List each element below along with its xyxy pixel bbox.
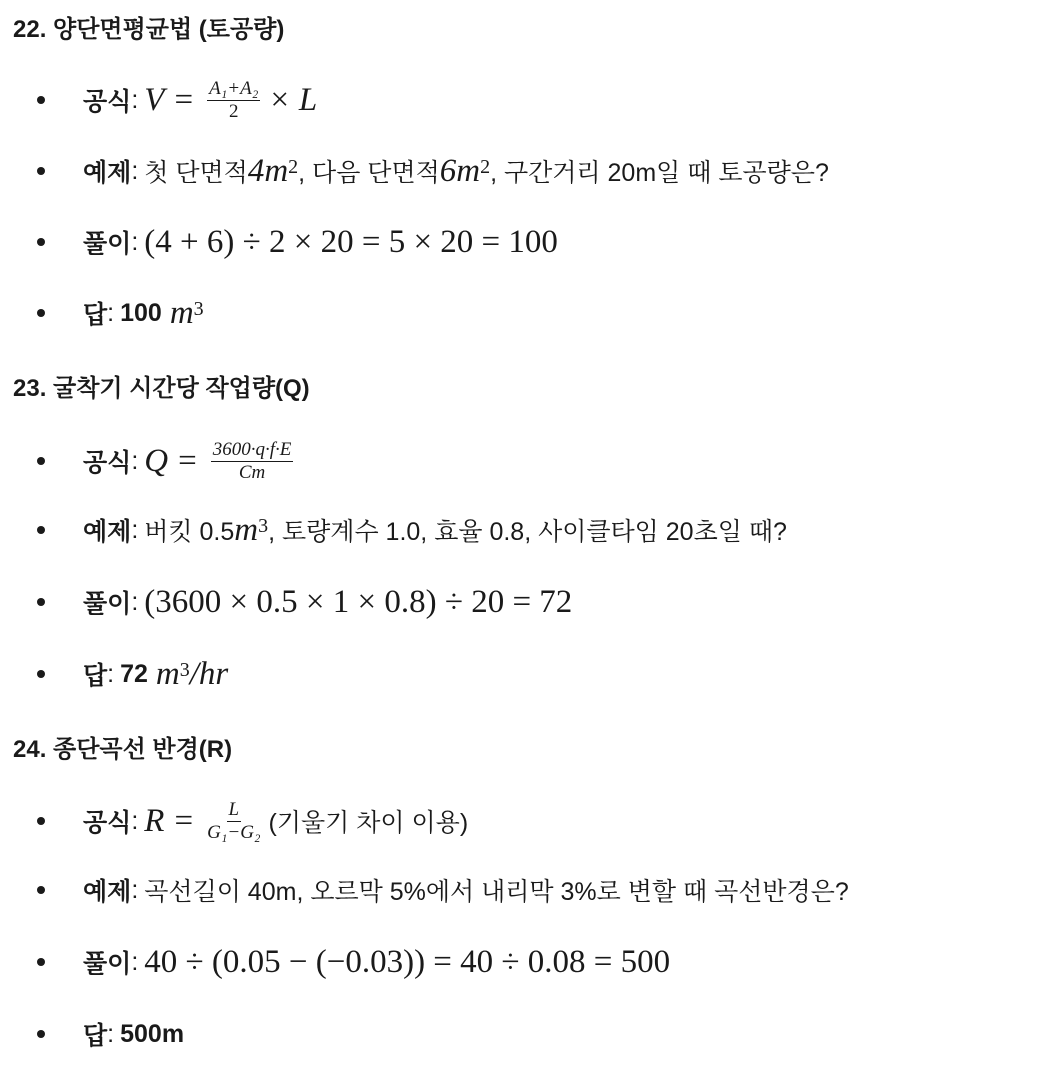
example-sup-1: 2 xyxy=(288,155,299,178)
s23-example-item: 예제 : 버킷 0.5 m $^3$ , 토량계수 1.0, 효율 0.8, 사이클타임 20초일 때? xyxy=(37,510,787,550)
example-label: 예제 xyxy=(83,518,132,546)
solution-expression: (4 + 6) ÷ 2 × 20 = 5 × 20 = 100 xyxy=(144,223,558,260)
example-sup-2: 2 xyxy=(480,155,491,178)
solution-label: 풀이 xyxy=(83,230,132,258)
s23-solution-item: 풀이 : (3600 × 0.5 × 1 × 0.8) ÷ 20 = 72 xyxy=(37,582,572,622)
s22-example-item: 예제 : 첫 단면적 4m $^2$ , 다음 단면적 6m $^2$ , 구간거리 20m일 때 토공량은? xyxy=(37,151,829,191)
answer-sup: 3 xyxy=(193,297,204,320)
fraction-denominator: 2 xyxy=(228,100,239,122)
bullet-icon xyxy=(37,958,45,966)
bullet-icon xyxy=(37,1030,45,1038)
bullet-icon xyxy=(37,670,45,678)
s24-formula-item: 공식 : R = $\frac{L}{\text{G₁−G₂}}$ (기울기 차이 이용) xyxy=(37,801,468,841)
example-text-2: , 다음 단면적 xyxy=(298,159,440,187)
formula-label: 공식 xyxy=(83,809,132,837)
formula-tail: × L xyxy=(268,81,318,118)
s24-answer-item: 답 : 500m xyxy=(37,1014,184,1054)
fraction-numerator: 3600·q·f·E xyxy=(212,438,292,460)
fraction-numerator: L xyxy=(228,798,240,820)
answer-label: 답 xyxy=(83,1022,108,1050)
answer-value: 500m xyxy=(120,1019,185,1048)
section-22-heading: 22. 양단면평균법 (토공량) xyxy=(13,16,285,43)
example-text-2: , 토량계수 1.0, 효율 0.8, 사이클타임 20초일 때? xyxy=(268,518,787,546)
example-text-1: 곡선길이 40m, 오르막 5%에서 내리막 3%로 변할 때 곡선반경은? xyxy=(144,878,849,906)
formula-lhs: V xyxy=(144,81,165,118)
answer-unit: m xyxy=(169,294,194,331)
formula-lhs: Q xyxy=(144,442,169,479)
solution-label: 풀이 xyxy=(83,950,132,978)
s22-answer-item: 답 : 100 m $^3$ xyxy=(37,293,204,333)
answer-label: 답 xyxy=(83,301,108,329)
bullet-icon xyxy=(37,167,45,175)
formula-lhs: R xyxy=(144,802,165,839)
formula-label: 공식 xyxy=(83,88,132,116)
solution-expression: (3600 × 0.5 × 1 × 0.8) ÷ 20 = 72 xyxy=(144,583,573,620)
s22-solution-item: 풀이 : (4 + 6) ÷ 2 × 20 = 5 × 20 = 100 xyxy=(37,222,558,262)
example-label: 예제 xyxy=(83,878,132,906)
example-math-2: 6m xyxy=(439,152,481,189)
bullet-icon xyxy=(37,817,45,825)
example-label: 예제 xyxy=(83,159,132,187)
s22-formula-item: 공식 : V = $\frac{\text{A₁+A₂}}{2}$ × L xyxy=(37,80,317,120)
answer-label: 답 xyxy=(83,662,108,690)
formula-label: 공식 xyxy=(83,449,132,477)
example-text-3: , 구간거리 20m일 때 토공량은? xyxy=(490,159,829,187)
bullet-icon xyxy=(37,526,45,534)
example-math-1: m xyxy=(234,511,259,548)
formula-fraction xyxy=(207,79,260,122)
formula-fraction xyxy=(207,800,260,843)
bullet-icon xyxy=(37,457,45,465)
solution-expression: 40 ÷ (0.05 − (−0.03)) = 40 ÷ 0.08 = 500 xyxy=(144,943,671,980)
s24-solution-item: 풀이 : 40 ÷ (0.05 − (−0.03)) = 40 ÷ 0.08 = 500 xyxy=(37,942,670,982)
bullet-icon xyxy=(37,598,45,606)
section-24-heading: 24. 종단곡선 반경(R) xyxy=(13,736,233,763)
answer-unit: m xyxy=(155,655,180,692)
formula-fraction xyxy=(211,440,294,483)
solution-label: 풀이 xyxy=(83,590,132,618)
fraction-numerator: A₁+A₂ xyxy=(209,77,259,99)
s23-formula-item: 공식 : Q = $\frac{3600\cdot q\cdot f\cdot E}{Cm}$ xyxy=(37,441,301,481)
formula-note: (기울기 차이 이용) xyxy=(268,809,469,837)
answer-value: 72 xyxy=(120,659,148,688)
s23-answer-item: 답 : 72 m $^3$ /hr xyxy=(37,654,228,694)
example-text-1: 버킷 0.5 xyxy=(144,518,235,546)
example-math-1: 4m xyxy=(247,152,289,189)
bullet-icon xyxy=(37,238,45,246)
bullet-icon xyxy=(37,886,45,894)
fraction-denominator: Cm xyxy=(238,461,266,483)
example-text-1: 첫 단면적 xyxy=(144,159,248,187)
section-23-heading: 23. 굴착기 시간당 작업량(Q) xyxy=(13,375,310,402)
example-sup-1: 3 xyxy=(258,514,269,537)
answer-value: 100 xyxy=(120,298,162,327)
bullet-icon xyxy=(37,309,45,317)
answer-sup: 3 xyxy=(179,658,190,681)
s24-example-item: 예제 : 곡선길이 40m, 오르막 5%에서 내리막 3%로 변할 때 곡선반경은? xyxy=(37,870,849,910)
answer-unit-2: /hr xyxy=(189,655,229,692)
bullet-icon xyxy=(37,96,45,104)
fraction-denominator: G₁−G₂ xyxy=(207,821,261,843)
